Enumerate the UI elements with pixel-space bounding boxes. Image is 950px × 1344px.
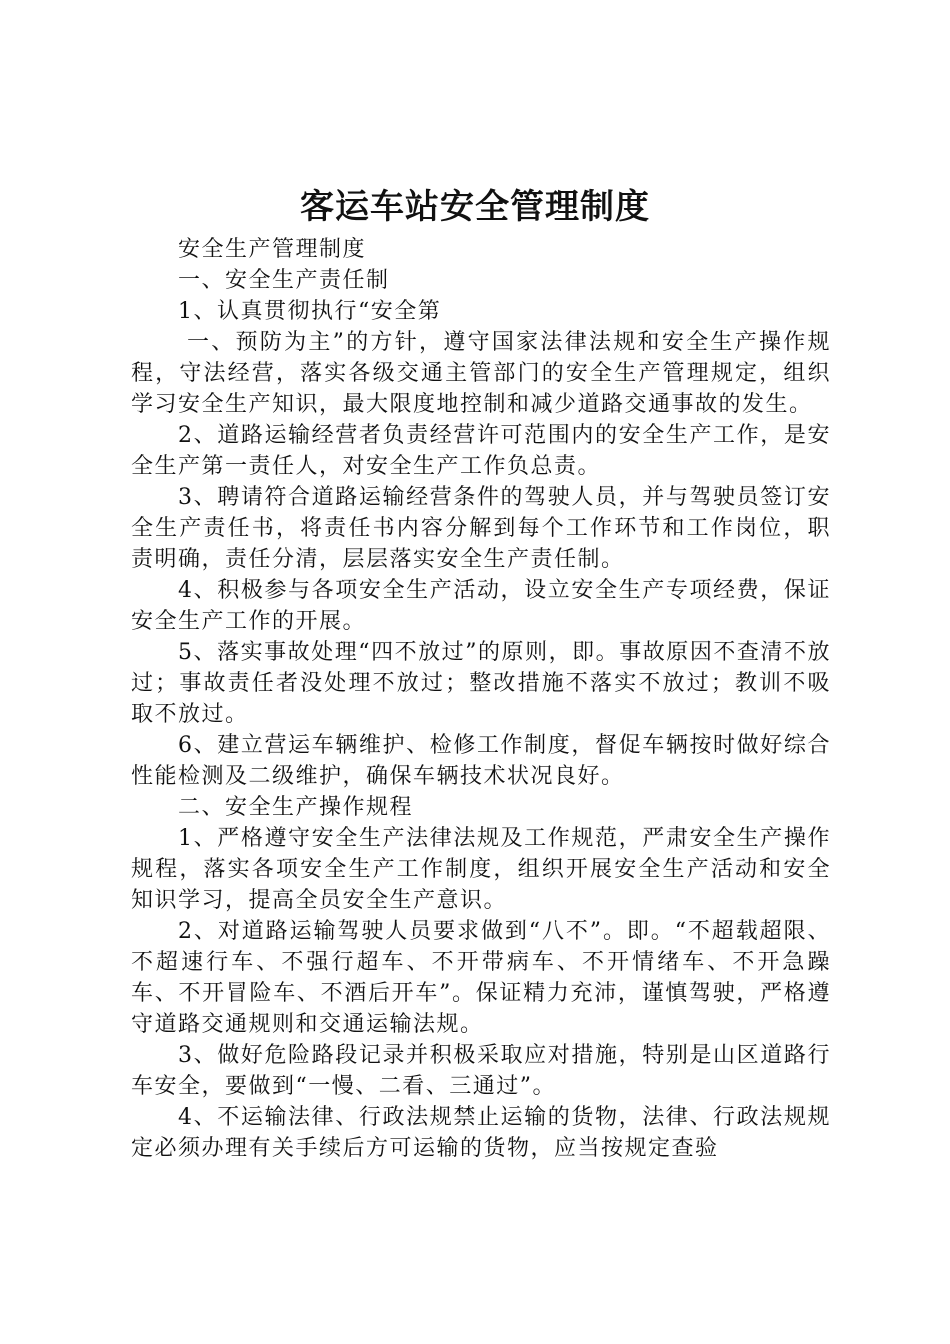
section-heading: 一、安全生产责任制 [178,268,390,293]
paragraph: 4、积极参与各项安全生产活动，设立安全生产专项经费，保证安全生产工作的开展。 [131,578,831,634]
document-title: 客运车站安全管理制度 [300,187,650,227]
paragraph: 6、建立营运车辆维护、检修工作制度，督促车辆按时做好综合性能检测及二级维护，确保车辆技术状况良好。 [131,733,831,789]
paragraph: 5、落实事故处理“四不放过”的原则，即。事故原因不查清不放过；事故责任者没处理不放过；整改措施不落实不放过；教训不吸取不放过。 [131,640,831,727]
paragraph: 3、聘请符合道路运输经营条件的驾驶人员，并与驾驶员签订安全生产责任书，将责任书内容分解到每个工作环节和工作岗位，职责明确，责任分清，层层落实安全生产责任制。 [131,485,831,572]
paragraph: 2、对道路运输驾驶人员要求做到“八不”。即。“不超载超限、不超速行车、不强行超车、不开带病车、不开情绪车、不开急躁车、不开冒险车、不酒后开车”。保证精力充沛，谨慎驾驶，严格遵守道路交通规则和交通运输法规。 [131,919,831,1037]
paragraph: 1、严格遵守安全生产法律法规及工作规范，严肃安全生产操作规程，落实各项安全生产工作制度，组织开展安全生产活动和安全知识学习，提高全员安全生产意识。 [131,826,831,913]
paragraph: 1、认真贯彻执行“安全第 [178,299,442,324]
document-body [131,234,831,1164]
paragraph: 安全生产管理制度 [178,237,367,262]
paragraph: 3、做好危险路段记录并积极采取应对措施，特别是山区道路行车安全，要做到“一慢、二看、三通过”。 [131,1043,831,1099]
section-heading: 二、安全生产操作规程 [178,795,414,820]
paragraph: 2、道路运输经营者负责经营许可范围内的安全生产工作，是安全生产第一责任人，对安全生产工作负总责。 [131,423,831,479]
paragraph: 4、不运输法律、行政法规禁止运输的货物，法律、行政法规规定必须办理有关手续后方可运输的货物，应当按规定查验 [131,1105,831,1161]
paragraph: 一、预防为主”的方针，遵守国家法律法规和安全生产操作规程，守法经营，落实各级交通主管部门的安全生产管理规定，组织学习安全生产知识，最大限度地控制和减少道路交通事故的发生。 [131,330,831,417]
